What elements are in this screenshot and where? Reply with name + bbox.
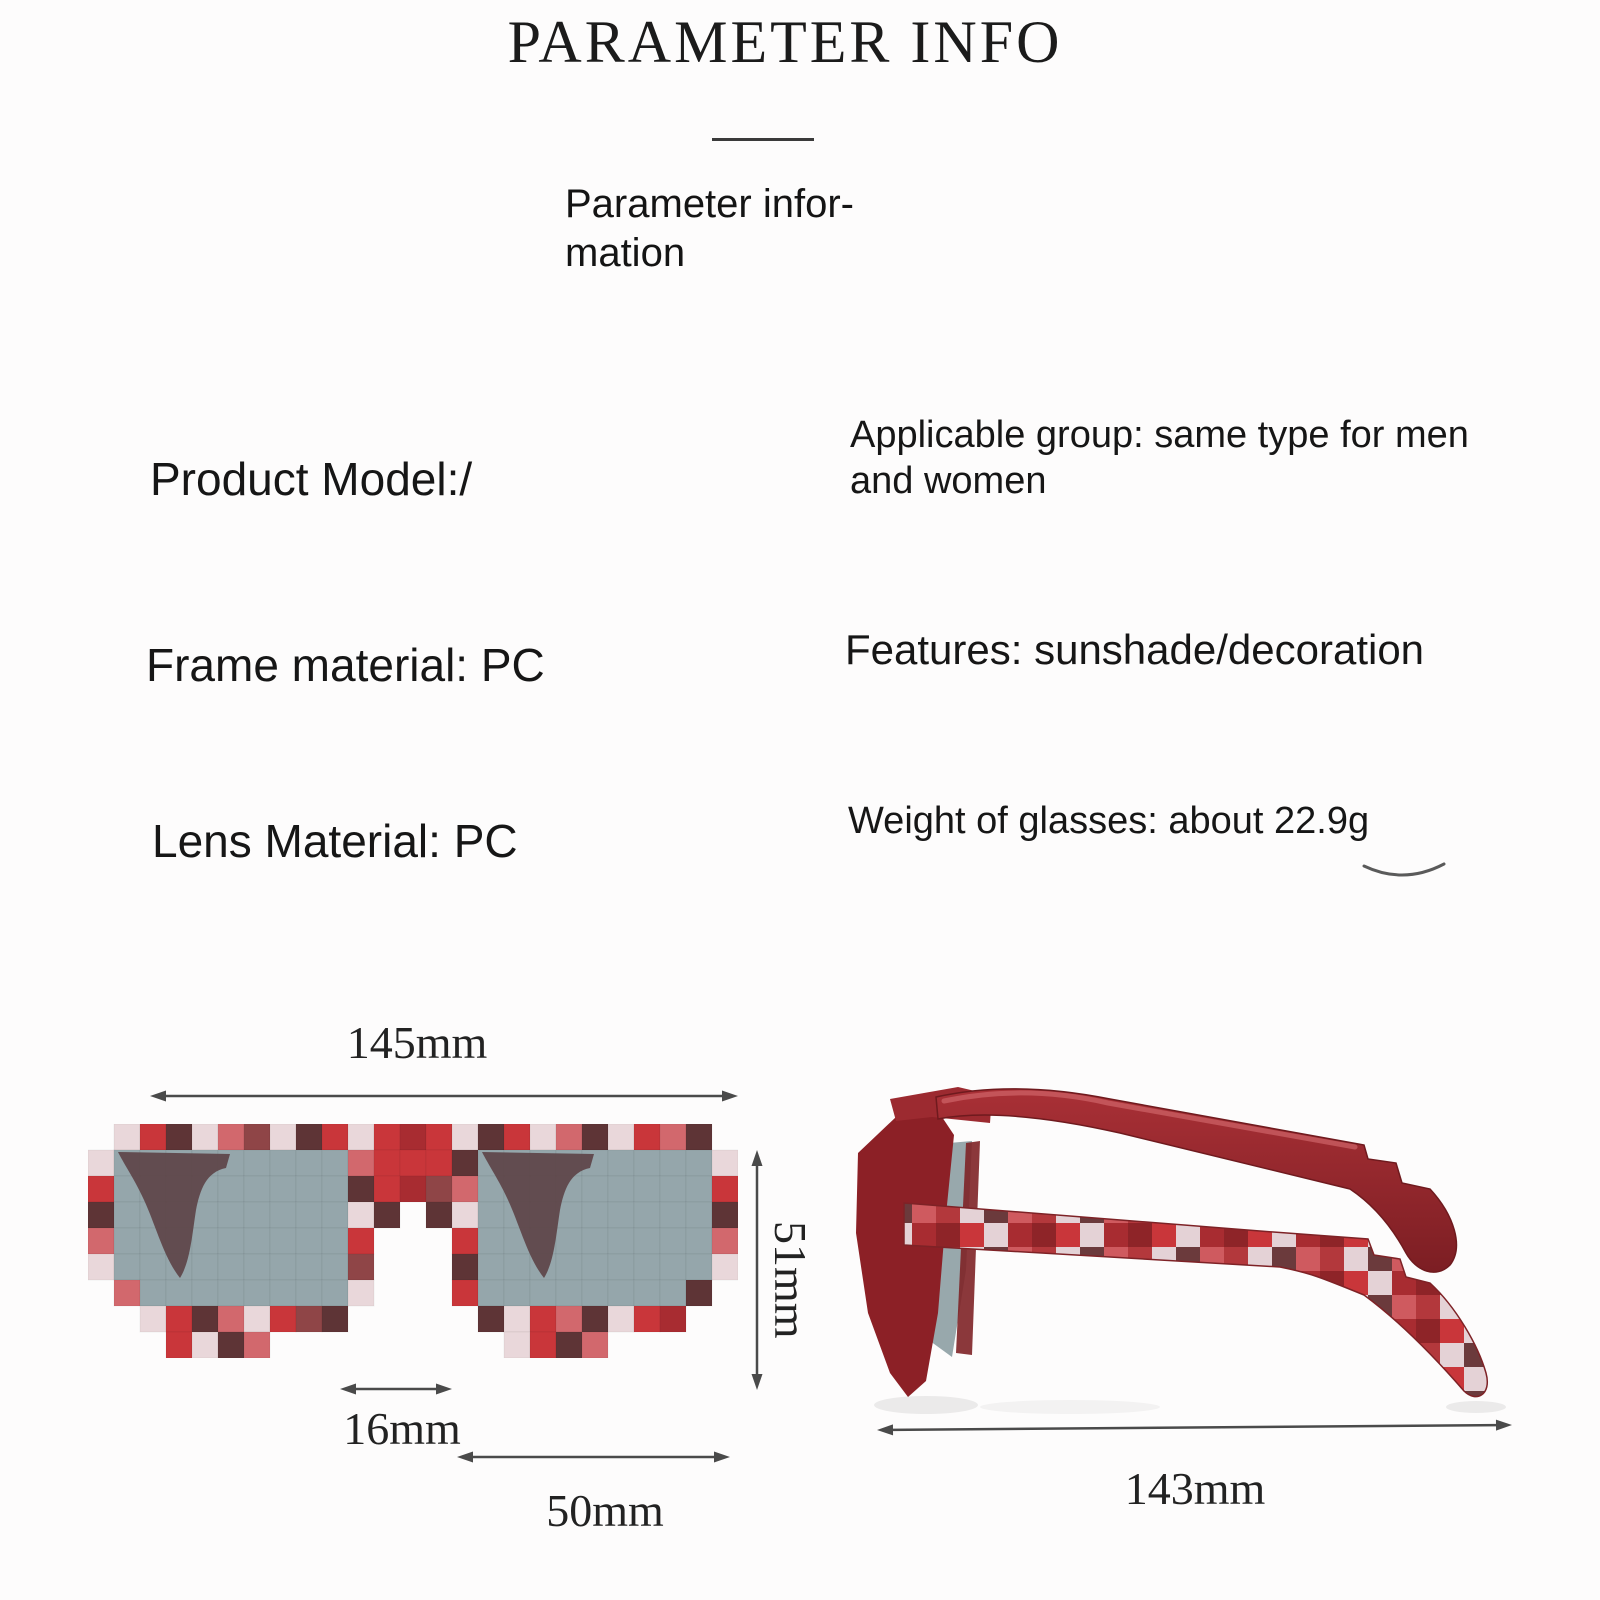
- subtitle: [565, 180, 854, 278]
- title-divider: [712, 138, 814, 141]
- dim-lens-width: 50mm: [546, 1485, 664, 1536]
- dim-bridge-width: 16mm: [343, 1403, 461, 1454]
- spec-product-model: Product Model:/: [150, 453, 473, 505]
- spec-applicable-group: Applicable group: same type for men and women: [850, 414, 1469, 502]
- dim-temple-length: 143mm: [1124, 1463, 1266, 1514]
- spec-weight: Weight of glasses: about 22.9g: [848, 800, 1370, 842]
- spec-lens-material: Lens Material: PC: [152, 815, 518, 867]
- dim-front-width: 145mm: [346, 1017, 488, 1068]
- page-title: PARAMETER INFO: [507, 9, 1063, 75]
- spec-frame-material: Frame material: PC: [146, 639, 545, 691]
- tilde-mark: [1358, 858, 1450, 888]
- subtitle-line-1: Parameter infor-: [565, 182, 854, 226]
- subtitle-line-2: mation: [565, 231, 686, 275]
- dim-lens-height: 51mm: [765, 1221, 816, 1339]
- spec-features: Features: sunshade/decoration: [845, 626, 1425, 673]
